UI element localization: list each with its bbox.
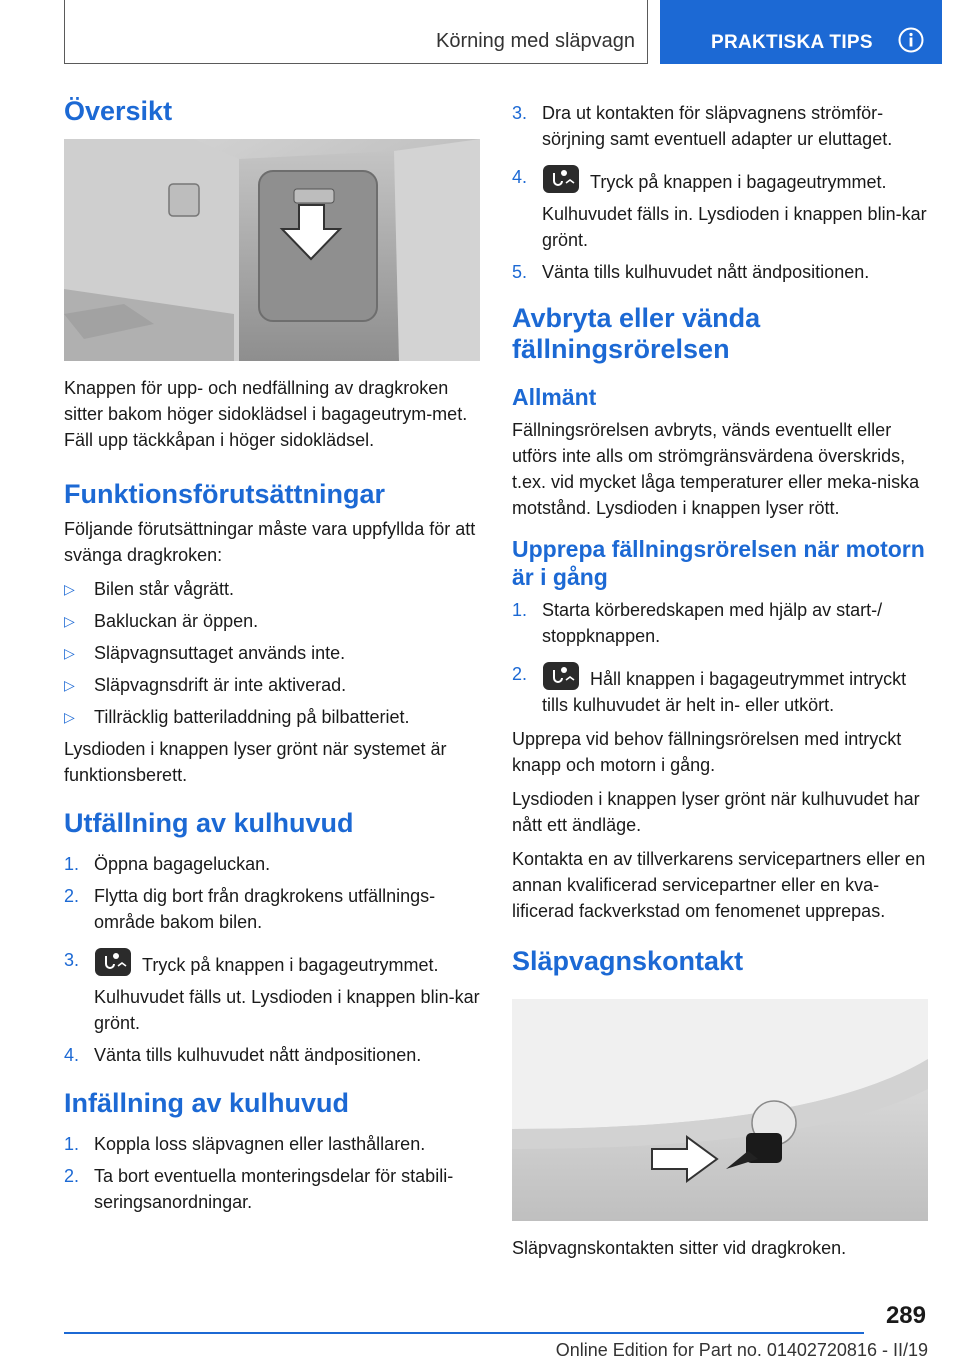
tow-hitch-photo [512, 999, 928, 1221]
list-item: 1. Starta körberedskapen med hjälp av start-/ stoppknappen. [512, 600, 883, 646]
forutsattningar-intro: Följande förutsättningar måste vara uppfyllda för att svänga dragkroken: [64, 519, 476, 565]
heading-forutsattningar: Funktionsförutsättningar [64, 479, 385, 509]
list-item: 3. Tryck på knappen i bagageutrymmet. Kulhuvudet fälls ut. Lysdioden i knappen blin-kar grönt. [64, 947, 484, 1036]
list-item: 2. Håll knappen i bagageutrymmet intryckt tills kulhuvudet är helt in- eller utkört. [512, 661, 932, 718]
upprepa-p3: Kontakta en av tillverkarens servicepartners eller en annan kvalificerad servicepartner eller en kva-lificerad fackverkstad om fenomenet upprepas. [512, 849, 926, 921]
tow-hitch-button-icon [542, 164, 580, 194]
page-header [0, 0, 960, 66]
allmant-text: Fällningsrörelsen avbryts, vänds eventuellt eller utförs inte alls om strömgränsvärdena överskrids, t.ex. vid mycket låga temperaturer eller meka-niska motstånd. Lysdioden i knappen lyser rött. [512, 420, 920, 518]
list-item: 2. Flytta dig bort från dragkrokens utfällnings-område bakom bilen. [64, 886, 436, 932]
list-item: ▷ Tillräcklig batteriladdning på bilbatteriet. [64, 704, 484, 730]
heading-infallning: Infällning av kulhuvud [64, 1088, 350, 1118]
section-header-box [64, 0, 648, 64]
list-item: 2. Ta bort eventuella monteringsdelar för stabili-seringsanordningar. [64, 1166, 454, 1212]
page-footer [0, 1290, 960, 1362]
section-title: Körning med släpvagn [435, 30, 635, 52]
list-item: 1. Öppna bagageluckan. [64, 854, 271, 874]
list-item: 5. Vänta tills kulhuvudet nått ändpositionen. [512, 262, 870, 282]
list-item: 1. Koppla loss släpvagnen eller lasthållaren. [64, 1134, 426, 1154]
list-item: ▷ Bilen står vågrätt. [64, 576, 484, 602]
infallning-steps-cont [512, 100, 932, 285]
forutsattningar-after: Lysdioden i knappen lyser grönt när systemet är funktionsberett. [64, 739, 447, 785]
list-item: ▷ Bakluckan är öppen. [64, 608, 484, 634]
upprepa-p1: Upprepa vid behov fällningsrörelsen med intryckt knapp och motorn i gång. [512, 729, 902, 775]
edition-text: Online Edition for Part no. 01402720816 - II/19 [555, 1340, 928, 1360]
chapter-tab-label: PRAKTISKA TIPS [711, 32, 873, 53]
page-number: 289 [885, 1302, 926, 1329]
left-column [64, 96, 484, 1223]
heading-allmant: Allmänt [512, 384, 597, 410]
bullet-marker: ▷ [64, 677, 75, 693]
heading-oversikt: Översikt [64, 96, 173, 126]
heading-upprepa: Upprepa fällningsrörelsen när motorn är i gång [512, 536, 925, 590]
caption-slapvagnskontakt: Släpvagnskontakten sitter vid dragkroken. [512, 1238, 847, 1258]
info-icon [898, 27, 924, 53]
right-column [512, 100, 932, 1269]
trunk-photo [64, 139, 480, 361]
oversikt-text: Knappen för upp- och nedfällning av dragkroken sitter bakom höger sidoklädsel i bagageutrym-met. Fäll upp täckkåpan i höger sidoklädsel. [64, 378, 468, 450]
bullet-marker: ▷ [64, 645, 75, 661]
utfallning-steps [64, 851, 484, 1068]
bullet-marker: ▷ [64, 709, 75, 725]
upprepa-p2: Lysdioden i knappen lyser grönt när kulhuvudet har nått ett ändläge. [512, 789, 920, 835]
heading-avbryta: Avbryta eller vända fällningsrörelsen [512, 303, 761, 364]
list-item: 4. Vänta tills kulhuvudet nått ändpositionen. [64, 1045, 422, 1065]
infallning-steps [64, 1131, 484, 1215]
list-item: 3. Dra ut kontakten för släpvagnens strömför-sörjning samt eventuell adapter ur eluttaget. [512, 103, 893, 149]
heading-utfallning: Utfällning av kulhuvud [64, 808, 354, 838]
chapter-tab[interactable] [660, 0, 942, 64]
footer-divider [64, 1332, 864, 1334]
upprepa-steps [512, 597, 932, 718]
list-item: ▷ Släpvagnsuttaget används inte. [64, 640, 484, 666]
tow-hitch-button-icon [94, 947, 132, 977]
tow-hitch-button-icon [542, 661, 580, 691]
conditions-list [64, 576, 484, 730]
bullet-marker: ▷ [64, 613, 75, 629]
list-item: 4. Tryck på knappen i bagageutrymmet. Kulhuvudet fälls in. Lysdioden i knappen blin-kar grönt. [512, 164, 932, 253]
bullet-marker: ▷ [64, 581, 75, 597]
list-item: ▷ Släpvagnsdrift är inte aktiverad. [64, 672, 484, 698]
heading-slapvagnskontakt: Släpvagnskontakt [512, 946, 744, 976]
